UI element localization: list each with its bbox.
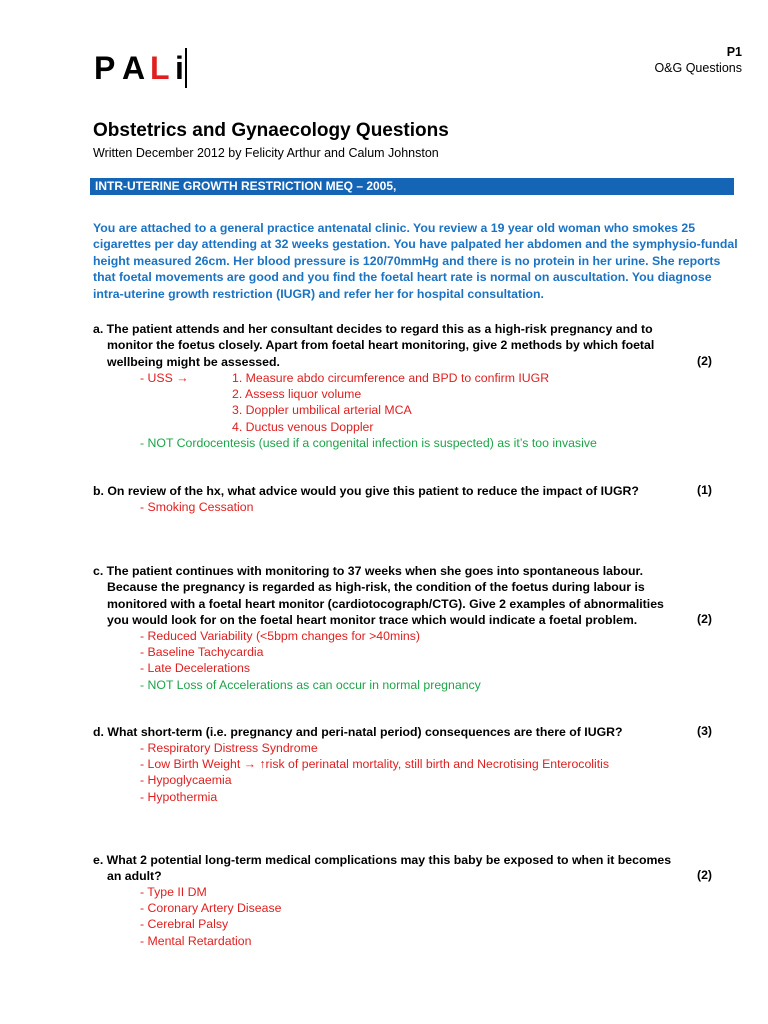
question-line: e. What 2 potential long-term medical complications may this baby be exposed to when it becomes <box>93 853 672 867</box>
answer-e-list <box>140 884 281 949</box>
logo-letter-l: L <box>150 50 170 86</box>
question-b <box>93 483 718 499</box>
case-intro: You are attached to a general practice antenatal clinic. You review a 19 year old woman who smokes 25 cigarettes per day attending at 32 weeks gestation. You have palpated her abdomen and the symphysio-fundal height measured 26cm. Her blood pressure is 120/70mmHg and there is no protein in her urine. She reports that foetal movements are good and you find the foetal heart rate is normal on auscultation. You diagnose intra-uterine growth restriction (IUGR) and refer her for hospital consultation. <box>93 221 738 301</box>
answer-a-uss: - USS → <box>140 371 189 385</box>
marks-c: (2) <box>696 612 712 626</box>
answer-item: 4. Ductus venous Doppler <box>232 419 374 434</box>
answer-item: - Type II DM <box>140 885 207 899</box>
answer-item: - Mental Retardation <box>140 933 252 948</box>
answer-item: - Hypoglycaemia <box>140 773 232 788</box>
answer-b-list <box>140 499 253 515</box>
question-line: d. What short-term (i.e. pregnancy and peri-natal period) consequences are there of IUGR? <box>93 725 623 739</box>
question-line: wellbeing might be assessed. <box>107 354 280 369</box>
question-line: monitor the foetus closely. Apart from foetal heart monitoring, give 2 methods by which foetal <box>107 338 655 353</box>
answer-a-note: - NOT Cordocentesis (used if a congenital infection is suspected) as it’s too invasive <box>140 436 597 450</box>
marks-a: (2) <box>696 354 712 368</box>
answer-item: - Low Birth Weight → ↑risk of perinatal mortality, still birth and Necrotising Enterocolitis <box>140 757 610 772</box>
question-d <box>93 724 718 740</box>
question-a <box>93 321 718 370</box>
question-c <box>93 563 718 629</box>
logo-letter-p: P <box>94 50 116 86</box>
answer-item: 1. Measure abdo circumference and BPD to confirm IUGR <box>232 371 550 385</box>
topic-banner: INTR-UTERINE GROWTH RESTRICTION MEQ – 2005, <box>90 178 734 195</box>
page-number: P1 <box>726 45 742 59</box>
answer-item: - Respiratory Distress Syndrome <box>140 741 318 755</box>
question-line: a. The patient attends and her consultant decides to regard this as a high-risk pregnancy and to <box>93 322 653 336</box>
question-line: you would look for on the foetal heart monitor trace which would indicate a foetal problem. <box>107 613 638 628</box>
answer-item: - Baseline Tachycardia <box>140 645 264 660</box>
question-line: Because the pregnancy is regarded as high-risk, the condition of the foetus during labour is <box>107 580 645 595</box>
answer-item: - Reduced Variability (<5bpm changes for >40mins) <box>140 629 421 643</box>
question-line: monitored with a foetal heart monitor (cardiotocograph/CTG). Give 2 examples of abnormalities <box>107 596 664 611</box>
answer-item: - Coronary Artery Disease <box>140 901 282 916</box>
answer-item: 3. Doppler umbilical arterial MCA <box>232 403 412 418</box>
page-subtitle: Written December 2012 by Felicity Arthur and Calum Johnston <box>93 146 439 160</box>
question-e <box>93 852 718 885</box>
answer-item: - Smoking Cessation <box>140 500 254 514</box>
answer-item: - Late Decelerations <box>140 661 251 676</box>
answer-c-note: - NOT Loss of Accelerations as can occur in normal pregnancy <box>140 677 481 692</box>
answer-item: 2. Assess liquor volume <box>232 387 362 402</box>
marks-b: (1) <box>696 483 712 497</box>
section-label: O&G Questions <box>654 61 742 75</box>
question-line: b. On review of the hx, what advice would you give this patient to reduce the impact of IUGR? <box>93 484 639 498</box>
answer-a-uss-list <box>232 370 549 435</box>
answer-c-list <box>140 628 481 693</box>
question-line: c. The patient continues with monitoring to 37 weeks when she goes into spontaneous labour. <box>93 564 644 578</box>
logo-letter-i: i <box>175 50 184 86</box>
page-header <box>654 44 742 76</box>
page-title: Obstetrics and Gynaecology Questions <box>93 120 449 141</box>
marks-d: (3) <box>696 724 712 738</box>
answer-d-list <box>140 740 609 805</box>
question-line: an adult? <box>107 869 162 884</box>
answer-item: - Hypothermia <box>140 789 218 804</box>
logo-letter-a: A <box>122 50 146 86</box>
marks-e: (2) <box>696 868 712 882</box>
answer-item: - Cerebral Palsy <box>140 917 229 932</box>
